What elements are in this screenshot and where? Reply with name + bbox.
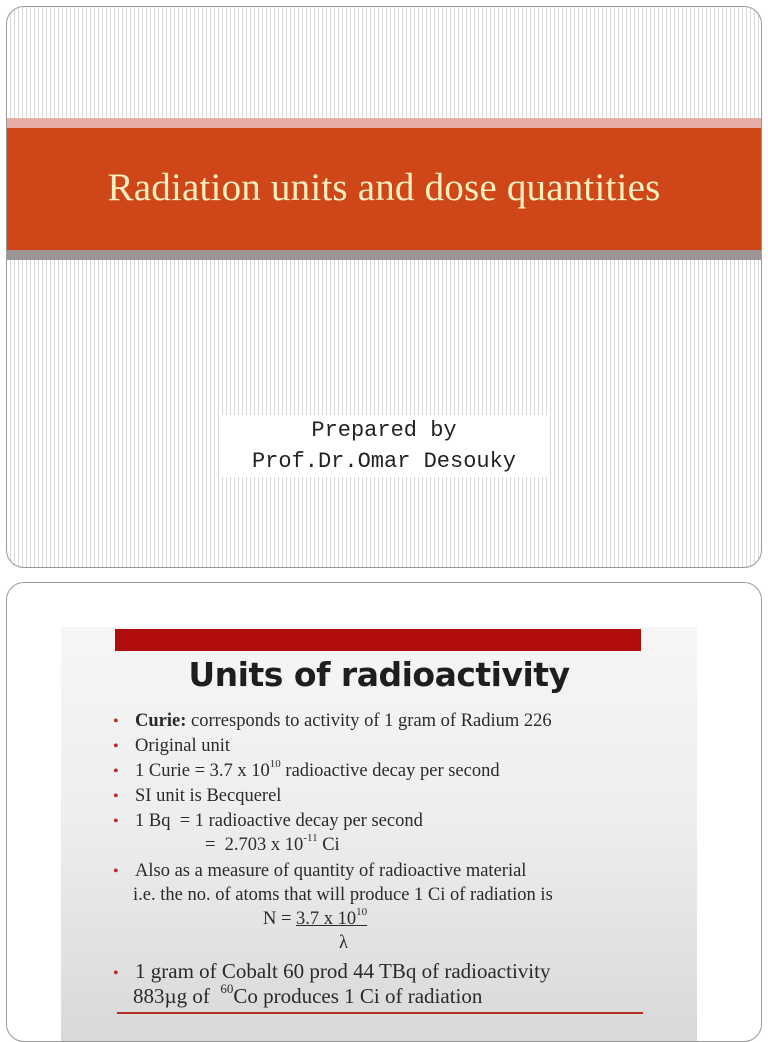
one-curie-text: 1 Curie = 3.7 x 10 xyxy=(135,761,270,781)
slide-heading: Units of radioactivity xyxy=(188,655,570,694)
curie-term: Curie: xyxy=(135,711,187,731)
bullet-icon: • xyxy=(113,863,119,880)
one-curie-suffix: radioactive decay per second xyxy=(280,761,500,781)
bullet-cobalt xyxy=(113,959,550,984)
bq-eq-exponent: -11 xyxy=(303,832,318,844)
si-unit-text: SI unit is Becquerel xyxy=(135,786,282,806)
bullet-icon: • xyxy=(113,965,119,982)
formula-denominator xyxy=(339,933,348,954)
curie-definition: corresponds to activity of 1 gram of Radium 226 xyxy=(186,711,552,731)
slide-image xyxy=(61,627,697,1042)
co-suffix: Co produces 1 Ci of radiation xyxy=(233,984,483,1008)
one-curie-exponent: 10 xyxy=(269,758,281,770)
bullet-one-curie xyxy=(113,758,500,782)
title-band-top-stripe xyxy=(7,118,761,128)
co-exponent: 60 xyxy=(220,981,234,996)
author-block xyxy=(219,415,549,477)
title-slide xyxy=(6,6,762,568)
bullet-icon: • xyxy=(113,788,119,805)
heading-accent-bar xyxy=(115,629,641,651)
formula-n-value: 3.7 x 10 xyxy=(296,909,357,929)
presentation-title: Radiation units and dose quantities xyxy=(107,165,661,209)
bullet-icon: • xyxy=(113,713,119,730)
formula-n-exponent: 10 xyxy=(356,906,368,918)
bq-eq-suffix: Ci xyxy=(317,835,340,855)
bullet-bq xyxy=(113,811,423,832)
bullet-icon: • xyxy=(113,738,119,755)
bullet-si-unit xyxy=(113,786,281,807)
lambda-symbol: λ xyxy=(339,933,348,953)
bq-equivalence xyxy=(205,832,340,856)
title-band xyxy=(7,128,761,250)
formula-n-label: N = xyxy=(263,909,297,929)
bq-eq-text: = 2.703 x 10 xyxy=(205,835,304,855)
bullet-also xyxy=(113,861,526,882)
title-band-bottom-stripe xyxy=(7,250,761,260)
bullet-icon: • xyxy=(113,763,119,780)
bullet-curie xyxy=(113,711,552,732)
also-text: Also as a measure of quantity of radioactive material xyxy=(135,861,527,881)
content-slide xyxy=(6,582,762,1042)
cobalt-text: 1 gram of Cobalt 60 prod 44 TBq of radioactivity xyxy=(135,959,551,983)
original-unit-text: Original unit xyxy=(135,736,231,756)
co-text: 883µg of xyxy=(133,984,221,1008)
ie-text: i.e. the no. of atoms that will produce 1 Ci of radiation is xyxy=(133,885,553,905)
formula-numerator xyxy=(296,906,368,929)
ie-line xyxy=(133,885,553,906)
formula-n xyxy=(263,906,368,930)
bottom-divider xyxy=(117,1012,643,1014)
bullet-icon: • xyxy=(113,813,119,830)
bullet-original-unit xyxy=(113,736,230,757)
bq-text: 1 Bq = 1 radioactive decay per second xyxy=(135,811,423,831)
cobalt-detail xyxy=(133,981,483,1009)
prepared-by-label: Prepared by xyxy=(311,418,457,443)
author-name: Prof.Dr.Omar Desouky xyxy=(251,449,517,474)
